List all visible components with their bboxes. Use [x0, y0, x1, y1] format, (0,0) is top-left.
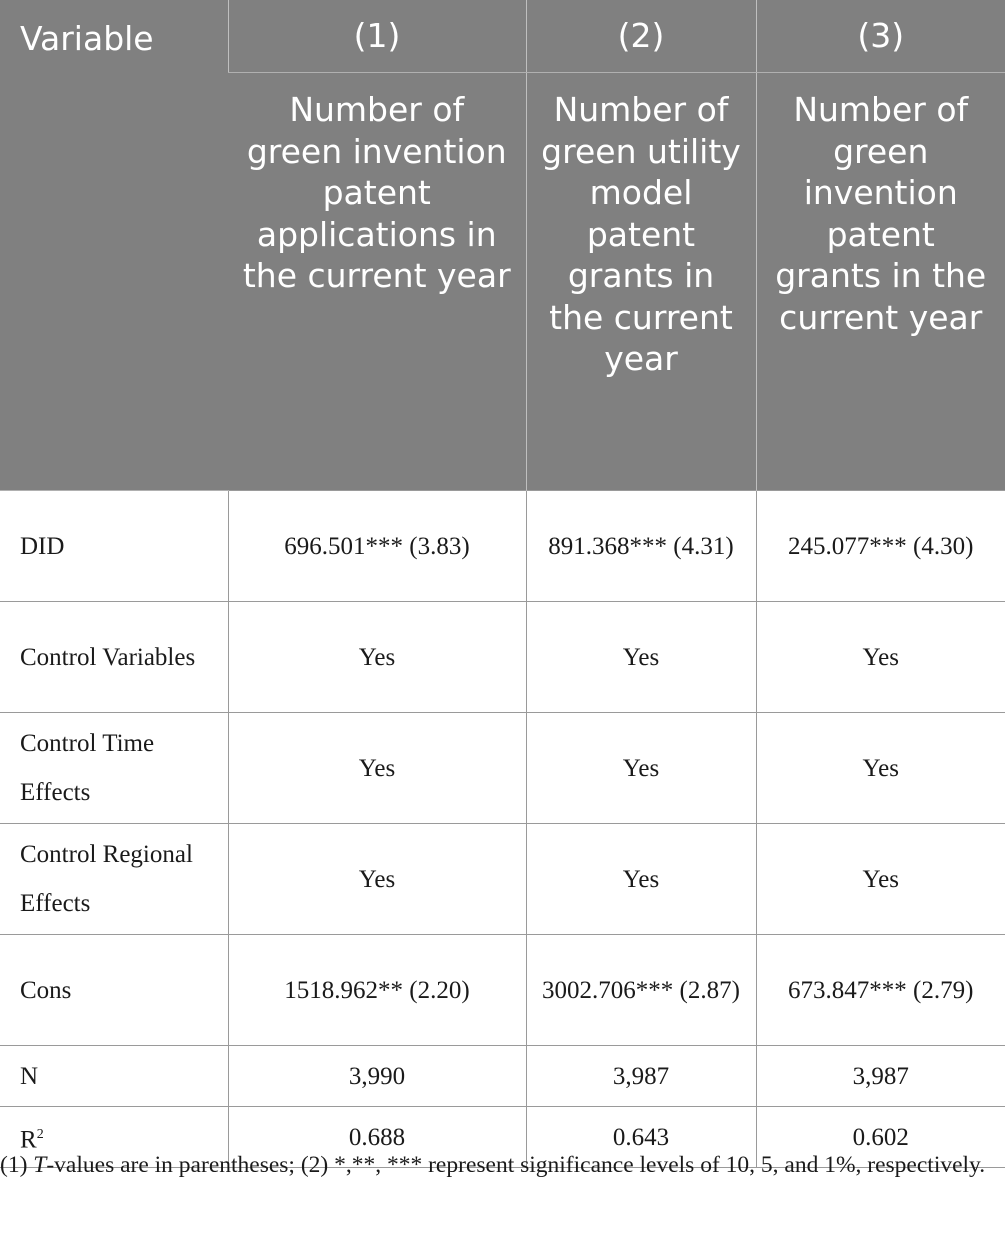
table-cell: 3,987	[756, 1046, 1005, 1107]
table-cell: Yes	[228, 824, 526, 935]
header-row-numbers	[0, 0, 1005, 73]
row-label: Control Time Effects	[0, 713, 228, 824]
table-row-control-regional-effects	[0, 824, 1005, 935]
table-cell: Yes	[756, 713, 1005, 824]
table-body	[0, 491, 1005, 1168]
column-number-3: (3)	[756, 0, 1005, 73]
table-row-n	[0, 1046, 1005, 1107]
table-cell: 0.688	[228, 1107, 526, 1168]
table-header	[0, 0, 1005, 491]
table-cell: 3002.706*** (2.87)	[526, 935, 756, 1046]
footnote-italic-t: T	[33, 1152, 47, 1178]
table-cell: 696.501*** (3.83)	[228, 491, 526, 602]
column-description-2: Number of green utility model patent grants in the current year	[526, 73, 756, 491]
variable-column-header: Variable	[0, 0, 228, 491]
table-cell: Yes	[228, 713, 526, 824]
table-cell: 3,987	[526, 1046, 756, 1107]
table-footnote	[0, 1148, 1000, 1182]
row-label: Control Regional Effects	[0, 824, 228, 935]
row-label-superscript: 2	[36, 1126, 44, 1142]
table-cell: Yes	[228, 602, 526, 713]
column-number-2: (2)	[526, 0, 756, 73]
table-cell: 1518.962** (2.20)	[228, 935, 526, 1046]
table-cell: 673.847*** (2.79)	[756, 935, 1005, 1046]
row-label: N	[0, 1046, 228, 1107]
footnote-part-1: (1)	[0, 1152, 34, 1178]
table-cell: 3,990	[228, 1046, 526, 1107]
table-cell: 245.077*** (4.30)	[756, 491, 1005, 602]
table-cell: 891.368*** (4.31)	[526, 491, 756, 602]
table-cell: Yes	[526, 713, 756, 824]
table-cell: Yes	[526, 824, 756, 935]
column-description-1: Number of green invention patent applications in the current year	[228, 73, 526, 491]
row-label-text: R	[20, 1126, 37, 1154]
table-row-did	[0, 491, 1005, 602]
table-cell: Yes	[756, 824, 1005, 935]
table-cell: Yes	[756, 602, 1005, 713]
table-row-control-variables	[0, 602, 1005, 713]
column-description-3: Number of green invention patent grants in the current year	[756, 73, 1005, 491]
row-label: DID	[0, 491, 228, 602]
table-cell: 0.643	[526, 1107, 756, 1168]
table-row-cons	[0, 935, 1005, 1046]
table-row-control-time-effects	[0, 713, 1005, 824]
table-cell: 0.602	[756, 1107, 1005, 1168]
table-cell: Yes	[526, 602, 756, 713]
row-label: Control Variables	[0, 602, 228, 713]
column-number-1: (1)	[228, 0, 526, 73]
row-label: Cons	[0, 935, 228, 1046]
footnote-part-2: -values are in parentheses; (2) *,**, *** represent significance levels of 10, 5, and 1%, respectively.	[46, 1152, 986, 1178]
